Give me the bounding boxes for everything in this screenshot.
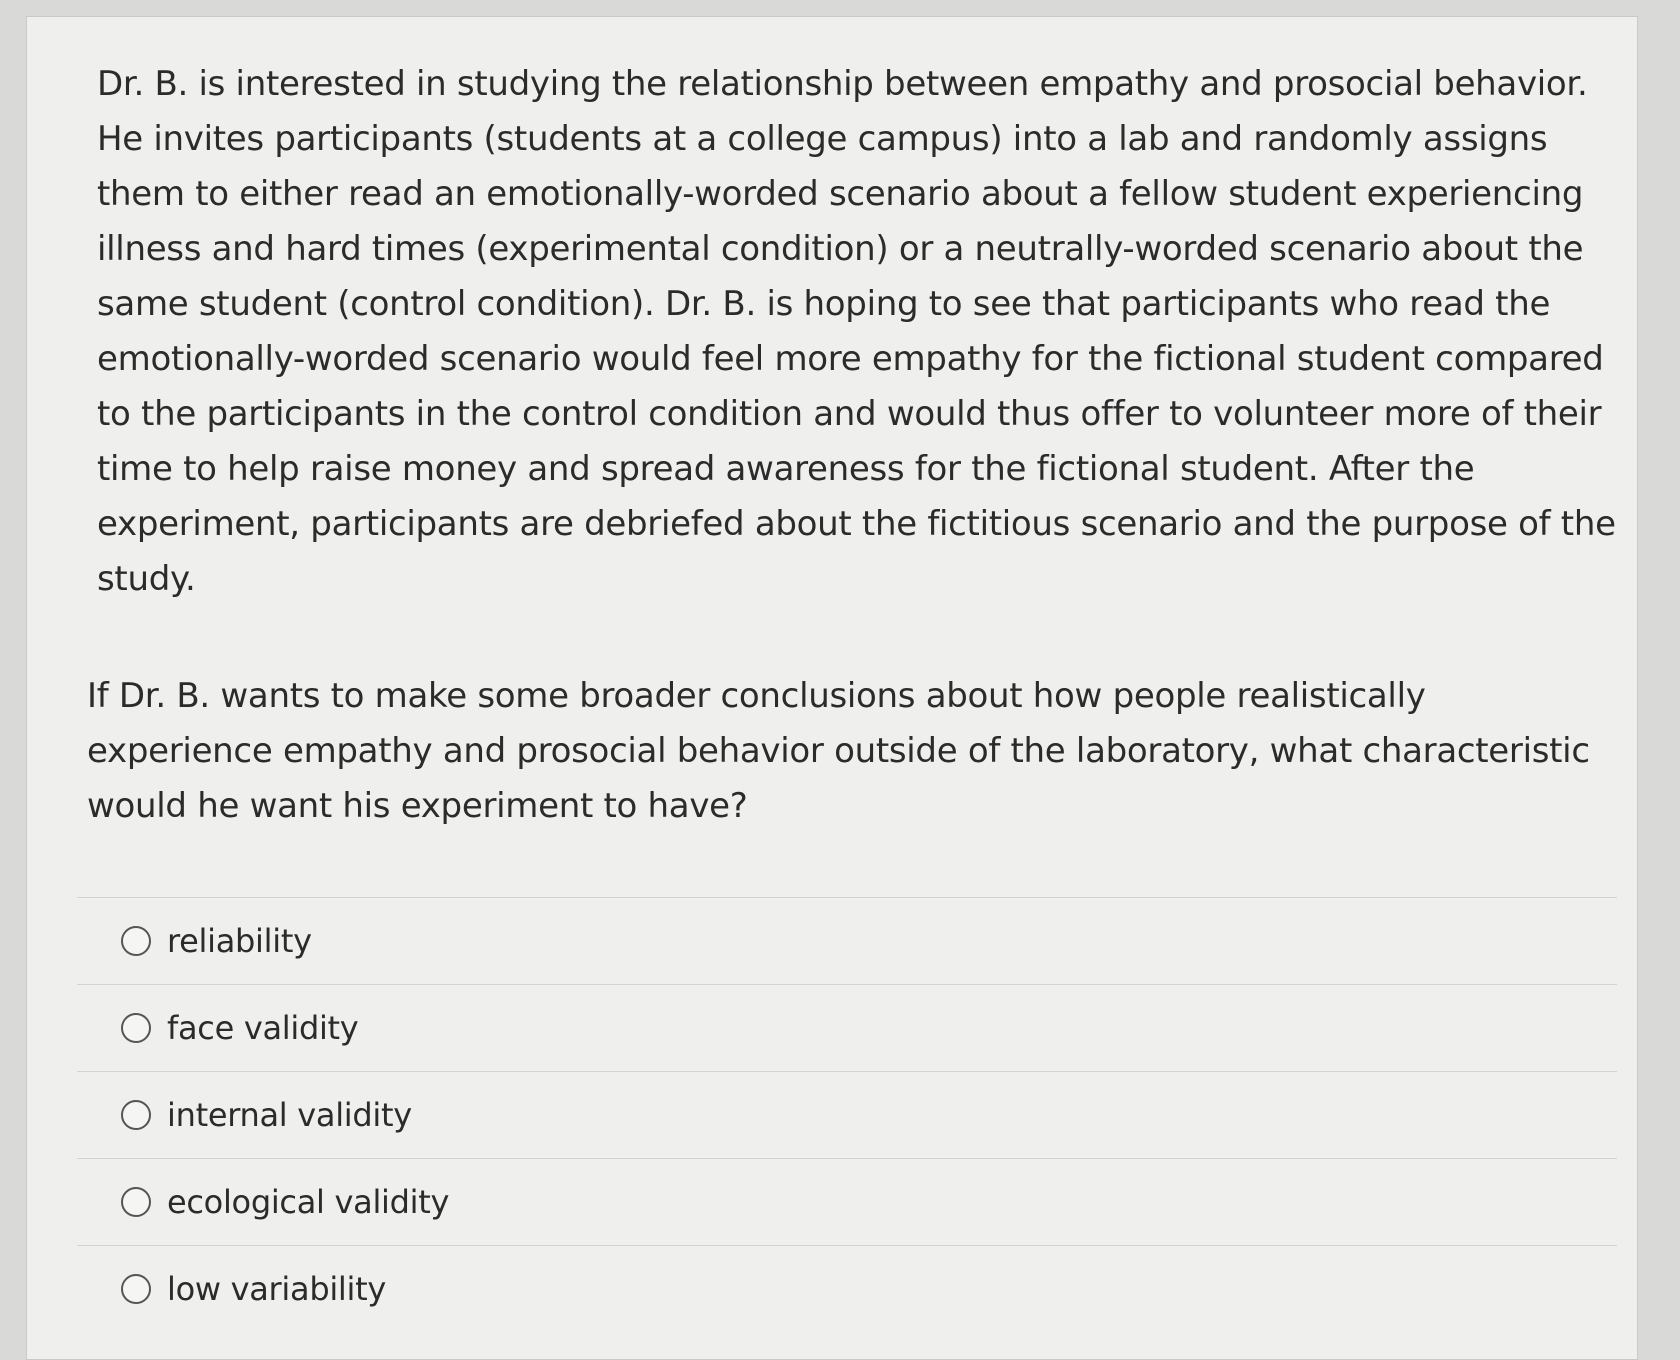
- question-scenario-text: Dr. B. is interested in studying the relationship between empathy and prosocial behavior. He invites participants (students at a college campus) into a lab and randomly assigns them to either read an emotionally-worded scenario about a fellow student experiencing illness and hard times (experimental condition) or a neutrally-worded scenario about the same student (control condition). Dr. B. is hoping to see that participants who read the emotionally-worded scenario would feel more empathy for the fictional student compared to the participants in the control condition and would thus offer to volunteer more of their time to help raise money and spread awareness for the fictional student. After the experiment, participants are debriefed about the fictitious scenario and the purpose of the study.: [97, 64, 1616, 599]
- answer-option-face-validity[interactable]: [77, 984, 1617, 1071]
- answer-options-list: [77, 897, 1617, 1332]
- radio-button-icon[interactable]: [121, 1187, 151, 1217]
- question-prompt-text: If Dr. B. wants to make some broader conclusions about how people realistically experience empathy and prosocial behavior outside of the laboratory, what characteristic would he want his experiment to have?: [87, 676, 1590, 826]
- answer-option-ecological-validity[interactable]: [77, 1158, 1617, 1245]
- answer-label: reliability: [167, 922, 312, 960]
- answer-label: ecological validity: [167, 1183, 450, 1221]
- answer-option-reliability[interactable]: [77, 897, 1617, 984]
- radio-button-icon[interactable]: [121, 926, 151, 956]
- answer-label: face validity: [167, 1009, 359, 1047]
- radio-button-icon[interactable]: [121, 1274, 151, 1304]
- radio-button-icon[interactable]: [121, 1100, 151, 1130]
- answer-label: internal validity: [167, 1096, 412, 1134]
- answer-label: low variability: [167, 1270, 386, 1308]
- question-card: [26, 16, 1638, 1360]
- answer-option-low-variability[interactable]: [77, 1245, 1617, 1332]
- answer-option-internal-validity[interactable]: [77, 1071, 1617, 1158]
- radio-button-icon[interactable]: [121, 1013, 151, 1043]
